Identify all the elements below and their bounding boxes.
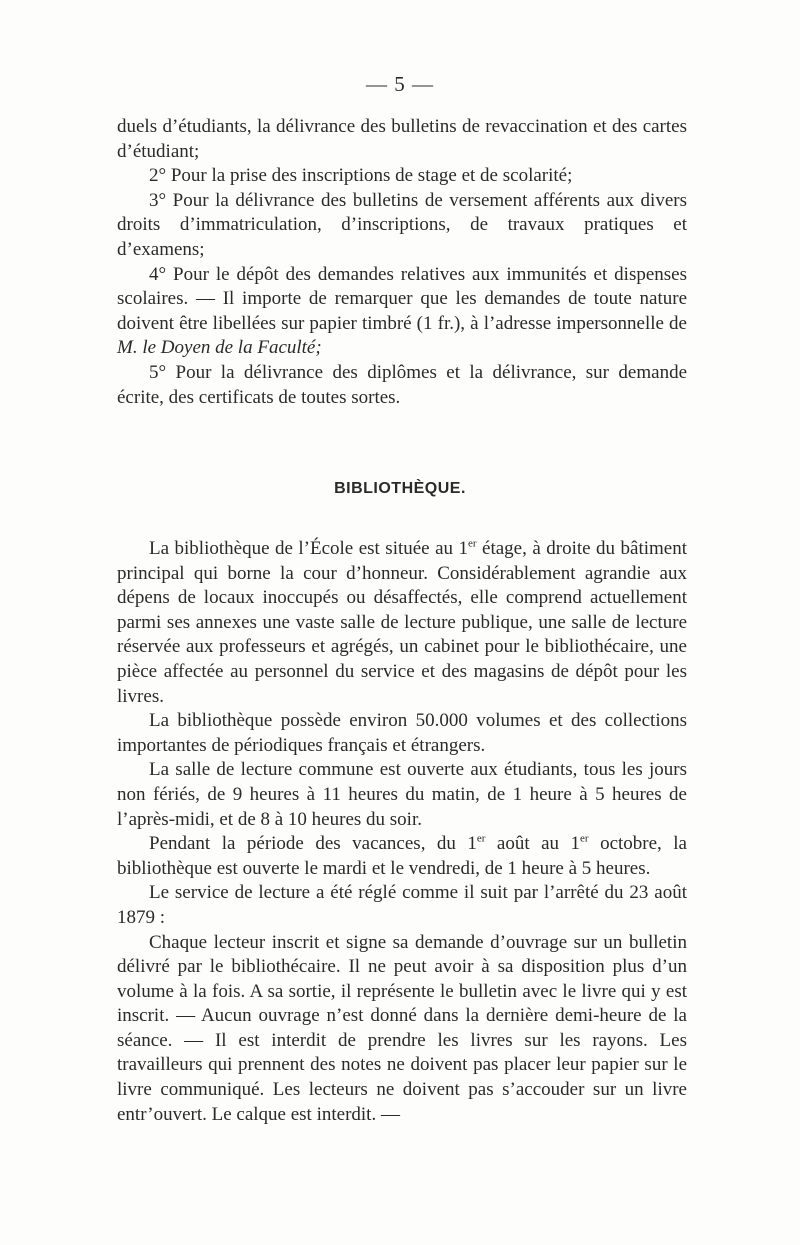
paragraph-continued: duels d’étudiants, la délivrance des bulletins de revaccination et des cartes d’étudiant; (117, 116, 687, 162)
library-paragraph-6: Chaque lecteur inscrit et signe sa demande d’ouvrage sur un bulletin délivré par le bibliothécaire. Il ne peut avoir à sa disposition plus d’un volume à la fois. A sa sortie, il représente le bulletin avec le livre qui y est inscrit. — Aucun ouvrage n’est donné dans la dernière demi-heure de la séance. — Il est interdit de prendre les livres sur les rayons. Les travailleurs qui prennent des notes ne doivent pas placer leur papier sur le livre communiqué. Les lecteurs ne doivent pas s’accouder sur un livre entr’ouvert. Le calque est interdit. — (117, 931, 687, 1125)
paragraph-item-4 (117, 263, 687, 361)
lp4-sup-1: er (476, 832, 486, 845)
item-4-address: M. le Doyen de la Faculté; (117, 337, 322, 359)
lp1-b: étage, à droite du bâtiment principal qui borne la cour d’honneur. Considérablement agrandie aux dépens de locaux inoccupés ou désaffectés, elle comprend actuellement parmi ses annexes une vaste salle de lecture publique, une salle de lecture réservée aux professeurs et agrégés, un cabinet pour le bibliothécaire, une pièce affectée au personnel du service et des magasins de dépôt pour les livres. (117, 538, 688, 707)
lp1-a: La bibliothèque de l’École est située au 1 (149, 538, 469, 559)
library-paragraph-3: La salle de lecture commune est ouverte aux étudiants, tous les jours non fériés, de 9 heures à 11 heures du matin, de 1 heure à 5 heures de l’après-midi, et de 8 à 10 heures du soir. (117, 759, 687, 830)
library-section (117, 537, 687, 1127)
paragraph-item-5: 5° Pour la délivrance des diplômes et la délivrance, sur demande écrite, des certificats de toutes sortes. (117, 361, 687, 408)
lp1-sup: er (468, 537, 477, 550)
item-4-text: 4° Pour le dépôt des demandes relatives aux immunités et dispenses scolaires. — Il importe de remarquer que les demandes de toute nature doivent être libellées sur papier timbré (1 fr.), à l’adresse impersonnelle de (117, 263, 687, 334)
lp4-b: août au 1 (485, 833, 581, 855)
paragraph-item-3: 3° Pour la délivrance des bulletins de versement afférents aux divers droits d’immatriculation, d’inscriptions, de travaux pratiques et d’examens; (117, 189, 687, 260)
page-number: — 5 — (366, 72, 434, 96)
lp4-sup-2: er (580, 832, 589, 845)
paragraph-item-2: 2° Pour la prise des inscriptions de stage et de scolarité; (149, 165, 573, 187)
lp4-a: Pendant la période des vacances, du 1 (149, 833, 477, 855)
library-paragraph-1 (117, 537, 687, 709)
library-paragraph-2: La bibliothèque possède environ 50.000 volumes et des collections importantes de périodiques français et étrangers. (117, 710, 687, 756)
library-paragraph-4 (117, 832, 687, 881)
library-paragraph-5: Le service de lecture a été réglé comme il suit par l’arrêté du 23 août 1879 : (117, 882, 687, 928)
lp4-c: octobre, la bibliothèque est ouverte le mardi et le vendredi, de 1 heure à 5 heures. (117, 833, 687, 879)
top-section (117, 115, 687, 410)
section-heading: BIBLIOTHÈQUE. (334, 480, 466, 497)
